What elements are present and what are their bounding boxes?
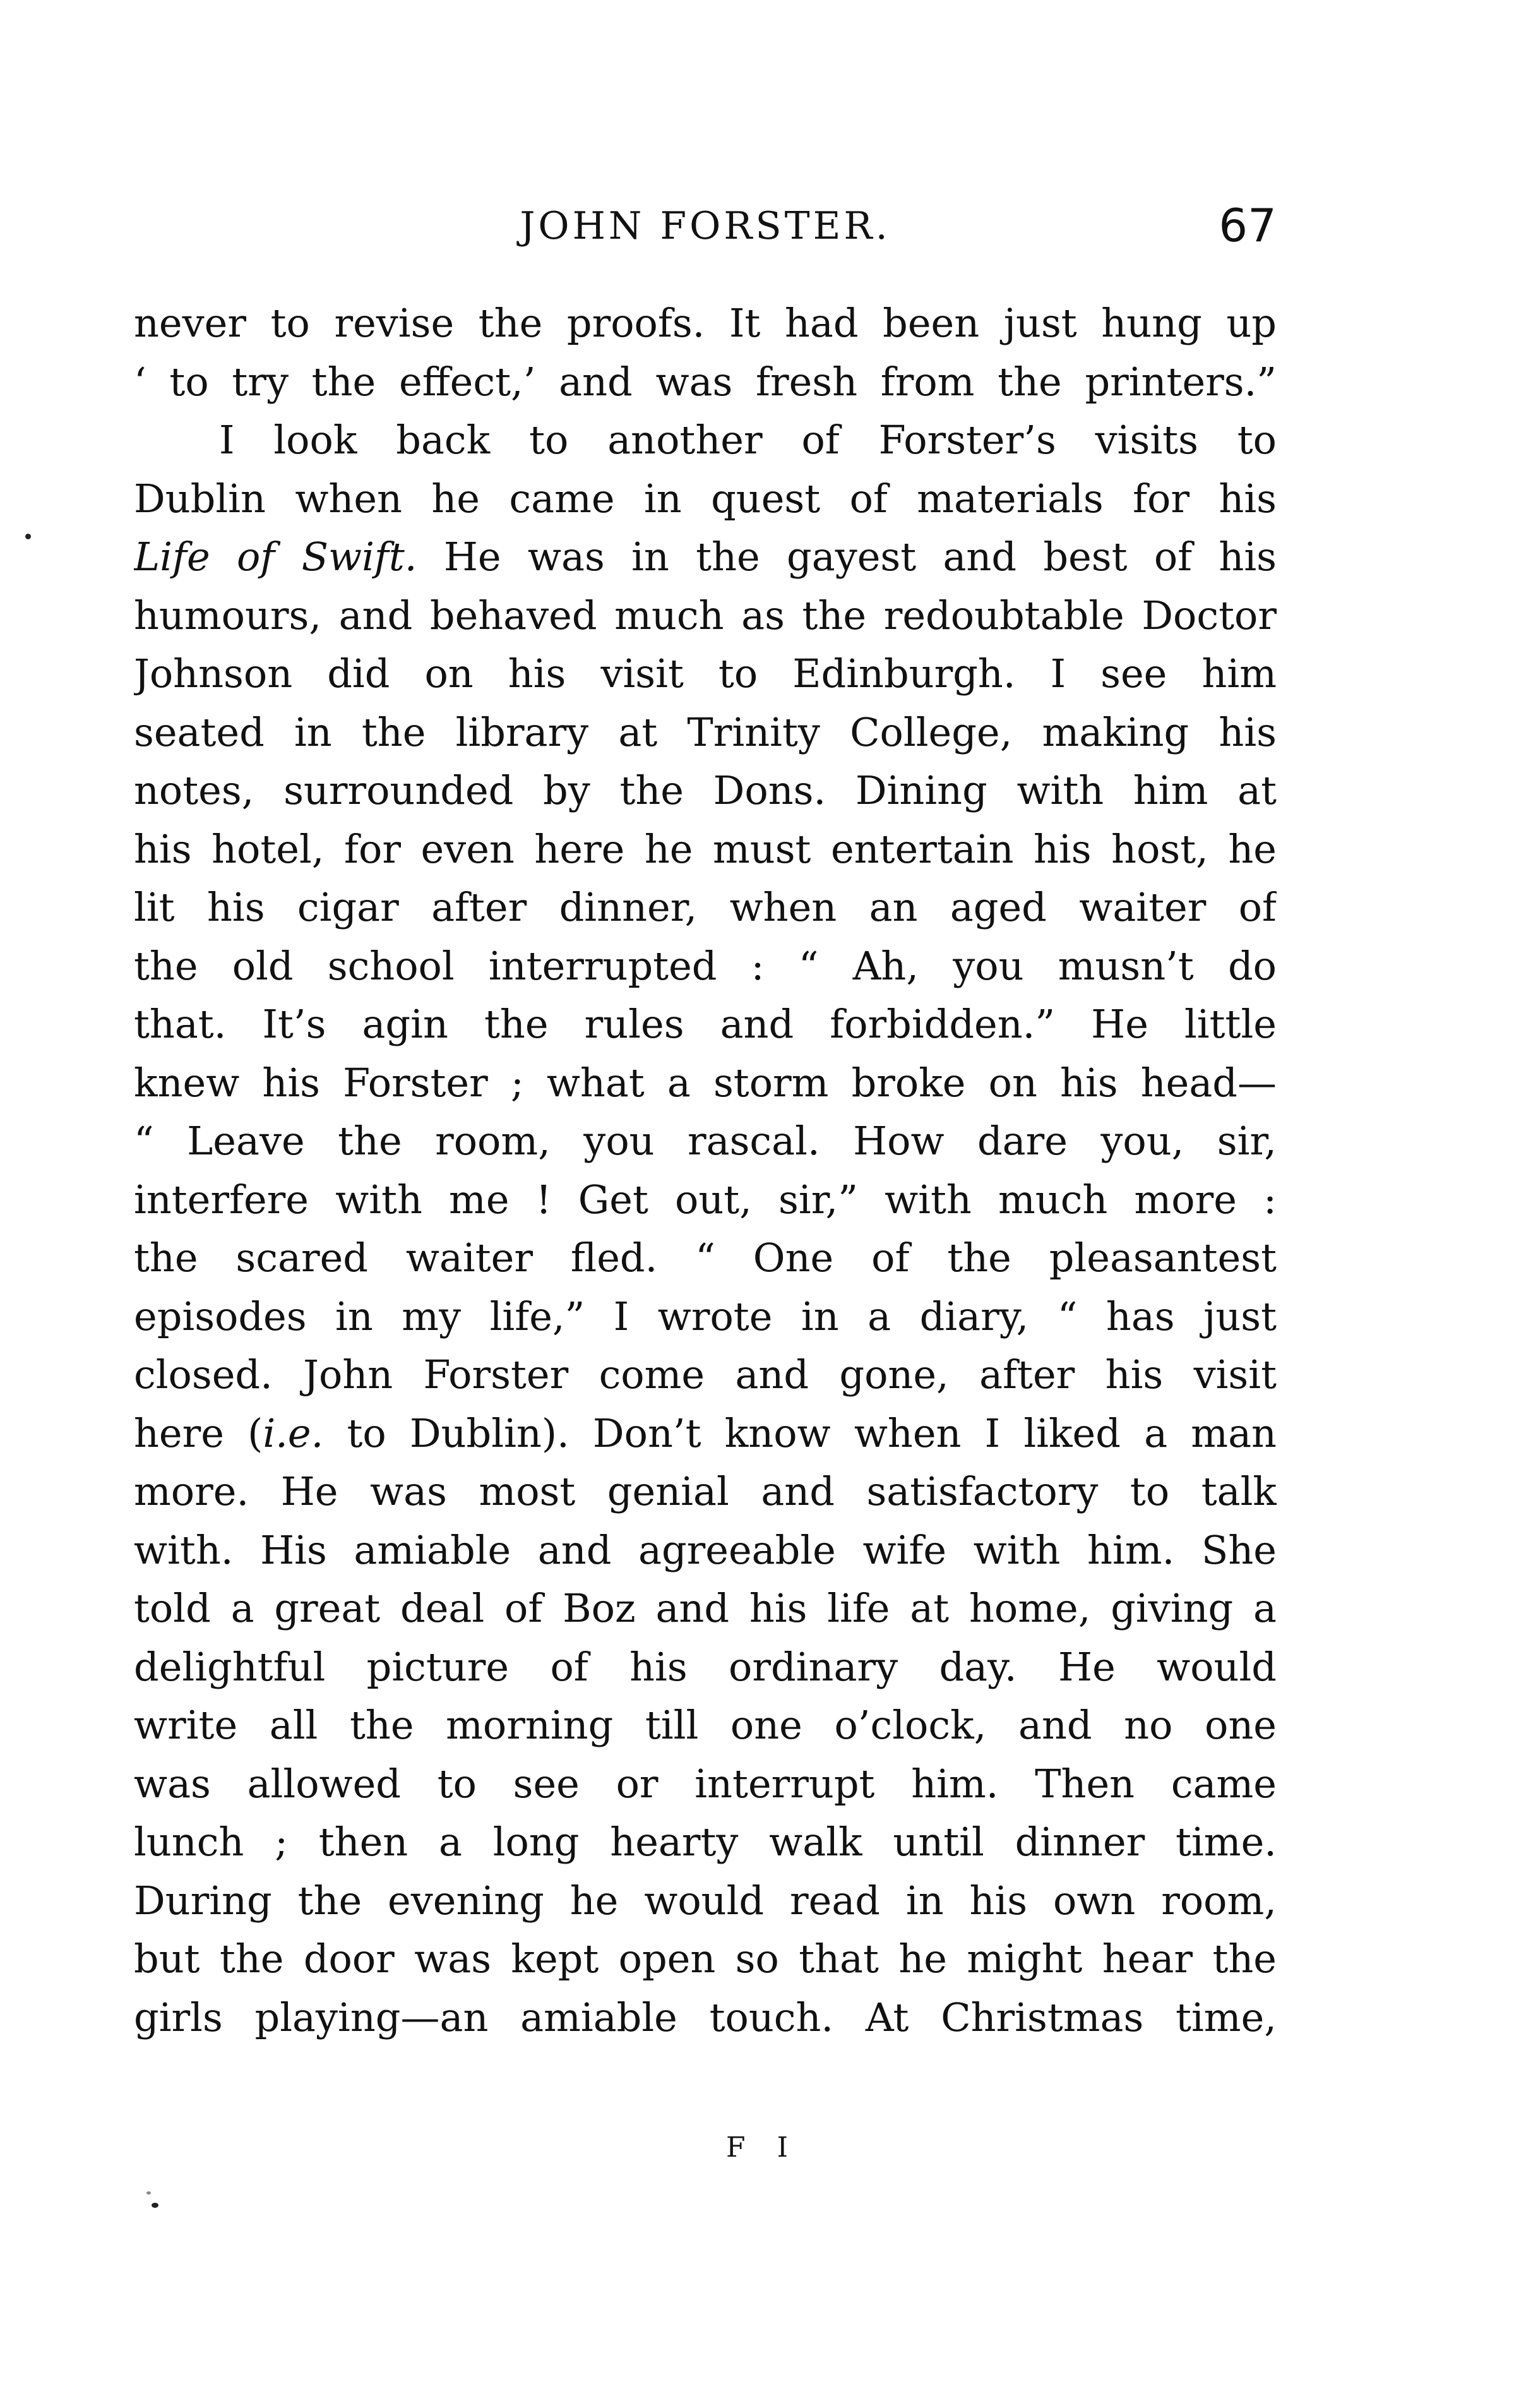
text-line: lunch ; then a long hearty walk until dinner time. xyxy=(134,1819,1277,1865)
text-line: knew his Forster ; what a storm broke on his head— xyxy=(134,1059,1277,1106)
text-line: Life of Swift. He was in the gayest and best of his xyxy=(134,534,1277,580)
text-line: I look back to another of Forster’s visits to xyxy=(219,417,1277,463)
text-line: notes, surrounded by the Dons. Dining with him at xyxy=(134,767,1277,813)
abbreviation: i.e. xyxy=(263,1410,324,1456)
text-line: “ Leave the room, you rascal. How dare you, sir, xyxy=(134,1118,1277,1164)
text-line: but the door was kept open so that he might hear the xyxy=(134,1936,1277,1982)
text-line: never to revise the proofs. It had been just hung up xyxy=(134,300,1277,346)
text-line: with. His amiable and agreeable wife with him. She xyxy=(134,1526,1277,1573)
text-line: humours, and behaved much as the redoubtable Doctor xyxy=(134,592,1277,638)
text-line: the old school interrupted : “ Ah, you musn’t do xyxy=(134,942,1277,989)
text-line: write all the morning till one o’clock, and no one xyxy=(134,1702,1277,1748)
text-line: girls playing—an amiable touch. At Christmas time, xyxy=(134,1994,1277,2040)
margin-speck xyxy=(25,534,31,539)
text-line: was allowed to see or interrupt him. Then came xyxy=(134,1760,1277,1807)
text-line: that. It’s agin the rules and forbidden.” He little xyxy=(134,1001,1277,1047)
text-line: the scared waiter fled. “ One of the pleasantest xyxy=(134,1235,1277,1281)
text-line: closed. John Forster come and gone, after his visit xyxy=(134,1351,1277,1398)
book-title: Life of Swift. xyxy=(134,534,417,580)
text-line: ‘ to try the effect,’ and was fresh from the printers.” xyxy=(134,358,1277,405)
text-line: Johnson did on his visit to Edinburgh. I see him xyxy=(134,650,1277,697)
text-line: During the evening he would read in his own room, xyxy=(134,1877,1277,1924)
text-line: here (i.e. to Dublin). Don’t know when I liked a man xyxy=(134,1410,1277,1456)
text-line: his hotel, for even here he must entertain his host, he xyxy=(134,825,1277,872)
text-line: lit his cigar after dinner, when an aged waiter of xyxy=(134,884,1277,930)
running-head: JOHN FORSTER. xyxy=(520,204,891,248)
text-line: delightful picture of his ordinary day. He would xyxy=(134,1643,1277,1690)
text-line: seated in the library at Trinity College, making his xyxy=(134,709,1277,755)
margin-speck xyxy=(146,2191,151,2195)
text-line: told a great deal of Boz and his life at home, giving a xyxy=(134,1585,1277,1631)
text-line: Dublin when he came in quest of materials for his xyxy=(134,475,1277,522)
signature-mark: F I xyxy=(726,2131,799,2164)
margin-speck xyxy=(152,2203,158,2208)
text-line: more. He was most genial and satisfactory to talk xyxy=(134,1468,1277,1514)
page-header xyxy=(134,199,1277,256)
text-line: interfere with me ! Get out, sir,” with much more : xyxy=(134,1176,1277,1223)
body-text xyxy=(134,294,1277,2047)
text-line: episodes in my life,” I wrote in a diary, “ has just xyxy=(134,1293,1277,1339)
page-number: 67 xyxy=(1219,199,1277,252)
